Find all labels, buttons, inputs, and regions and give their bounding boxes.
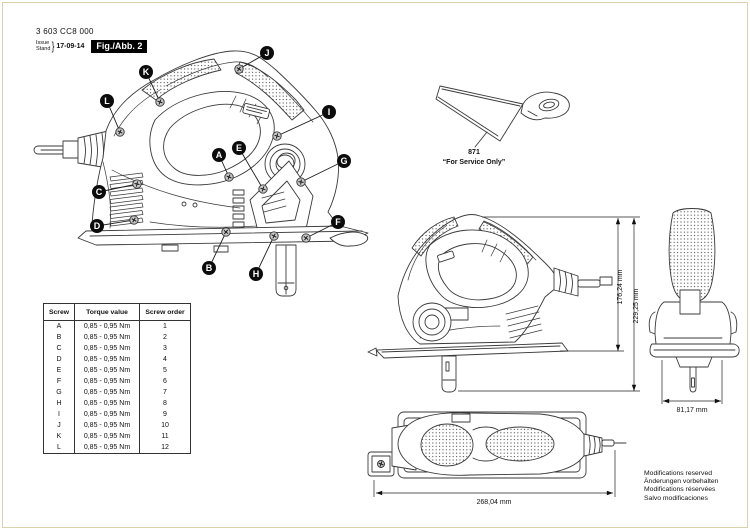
- top-view-screw: [378, 461, 385, 468]
- order-cell: 8: [140, 398, 191, 409]
- screw-j: [235, 65, 243, 73]
- svg-text:B: B: [205, 263, 213, 274]
- dimension-overall-length: 268,04 mm: [476, 499, 512, 506]
- order-cell: 10: [140, 420, 191, 431]
- order-cell: 4: [140, 354, 191, 365]
- svg-text:L: L: [104, 96, 110, 107]
- col-screw: Screw: [44, 304, 75, 321]
- col-order: Screw order: [140, 304, 191, 321]
- table-row: [44, 420, 191, 431]
- torque-cell: 0,85 - 0,95 Nm: [75, 332, 140, 343]
- callout-badge-k: [139, 65, 153, 79]
- svg-text:C: C: [95, 187, 103, 198]
- figure-badge: Fig./Abb. 2: [91, 40, 147, 53]
- svg-text:E: E: [235, 143, 243, 154]
- top-view: [368, 412, 626, 478]
- service-tool-number: 871: [468, 149, 480, 156]
- order-cell: 5: [140, 365, 191, 376]
- issue-date: 17-09-14: [56, 42, 85, 50]
- svg-text:A: A: [215, 150, 223, 161]
- brace-glyph: }: [51, 39, 55, 53]
- table-row: [44, 431, 191, 442]
- order-cell: 12: [140, 442, 191, 454]
- note-line: Modifications réservées: [644, 486, 716, 494]
- torque-cell: 0,85 - 0,95 Nm: [75, 354, 140, 365]
- table-row: [44, 365, 191, 376]
- order-cell: 11: [140, 431, 191, 442]
- callout-badge-h: [249, 267, 263, 281]
- callout-badge-e: [232, 141, 246, 155]
- screw-l: [116, 128, 124, 136]
- callout-badge-d: [90, 219, 104, 233]
- screw-cell: F: [44, 376, 75, 387]
- callout-badge-i: [322, 105, 336, 119]
- table-row: [44, 409, 191, 420]
- torque-cell: 0,85 - 0,95 Nm: [75, 409, 140, 420]
- svg-text:D: D: [93, 221, 101, 232]
- side-view: [368, 215, 612, 392]
- torque-cell: 0,85 - 0,95 Nm: [75, 321, 140, 333]
- service-tool-view: [436, 86, 569, 166]
- screw-cell: I: [44, 409, 75, 420]
- svg-text:G: G: [340, 156, 348, 167]
- note-line: Modifications reserved: [644, 470, 712, 477]
- note-line: Änderungen vorbehalten: [644, 478, 719, 486]
- screw-k: [156, 98, 164, 106]
- screw-i: [273, 132, 281, 140]
- order-cell: 2: [140, 332, 191, 343]
- col-torque: Torque value: [75, 304, 140, 321]
- screw-d: [130, 216, 138, 224]
- order-cell: 9: [140, 409, 191, 420]
- callout-badge-j: [260, 46, 274, 60]
- svg-text:H: H: [252, 269, 260, 280]
- callout-badge-f: [331, 215, 345, 229]
- rear-view: [649, 209, 739, 393]
- table-row: [44, 343, 191, 354]
- note-line: Salvo modificaciones: [644, 494, 708, 502]
- table-row: [44, 398, 191, 409]
- table-row: [44, 387, 191, 398]
- svg-text:K: K: [142, 67, 150, 78]
- torque-cell: 0,85 - 0,95 Nm: [75, 343, 140, 354]
- screw-cell: B: [44, 332, 75, 343]
- modifications-note: [644, 470, 718, 503]
- table-row: [44, 376, 191, 387]
- torque-cell: 0,85 - 0,95 Nm: [75, 431, 140, 442]
- screw-g: [297, 178, 305, 186]
- torque-cell: 0,85 - 0,95 Nm: [75, 398, 140, 409]
- order-cell: 1: [140, 321, 191, 333]
- part-number: 3 603 CC8 000: [36, 27, 94, 36]
- torque-cell: 0,85 - 0,95 Nm: [75, 365, 140, 376]
- svg-text:I: I: [327, 107, 331, 118]
- svg-text:J: J: [264, 48, 270, 59]
- table-row: [44, 442, 191, 454]
- screw-b: [222, 228, 230, 236]
- dimension-overall-height: 229,25 mm: [633, 288, 640, 324]
- callout-badge-c: [92, 185, 106, 199]
- table-row: [44, 354, 191, 365]
- torque-cell: 0,85 - 0,95 Nm: [75, 376, 140, 387]
- screw-table: [43, 303, 191, 454]
- screw-cell: A: [44, 321, 75, 333]
- screw-a: [225, 173, 233, 181]
- screw-cell: E: [44, 365, 75, 376]
- torque-cell: 0,85 - 0,95 Nm: [75, 442, 140, 454]
- callout-badge-g: [337, 154, 351, 168]
- screw-e: [259, 185, 267, 193]
- screw-f: [302, 234, 310, 242]
- screw-h: [270, 232, 278, 240]
- screw-cell: K: [44, 431, 75, 442]
- callout-badge-b: [202, 261, 216, 275]
- torque-cell: 0,85 - 0,95 Nm: [75, 387, 140, 398]
- screw-cell: H: [44, 398, 75, 409]
- screw-cell: G: [44, 387, 75, 398]
- order-cell: 3: [140, 343, 191, 354]
- table-row: [44, 321, 191, 333]
- torque-cell: 0,85 - 0,95 Nm: [75, 420, 140, 431]
- dimension-body-width: 81,17 mm: [676, 407, 708, 414]
- screw-c: [133, 180, 141, 188]
- screw-cell: C: [44, 343, 75, 354]
- table-header-row: [44, 304, 191, 321]
- svg-text:F: F: [335, 217, 341, 228]
- callout-badge-a: [212, 148, 226, 162]
- screw-cell: L: [44, 442, 75, 454]
- dimension-side-height: 176,24 mm: [617, 269, 624, 305]
- order-cell: 7: [140, 387, 191, 398]
- issue-stand-label: Issue Stand: [36, 40, 51, 52]
- screw-cell: J: [44, 420, 75, 431]
- screw-cell: D: [44, 354, 75, 365]
- callout-badge-l: [100, 94, 114, 108]
- order-cell: 6: [140, 376, 191, 387]
- service-tool-note: “For Service Only”: [442, 159, 506, 166]
- table-row: [44, 332, 191, 343]
